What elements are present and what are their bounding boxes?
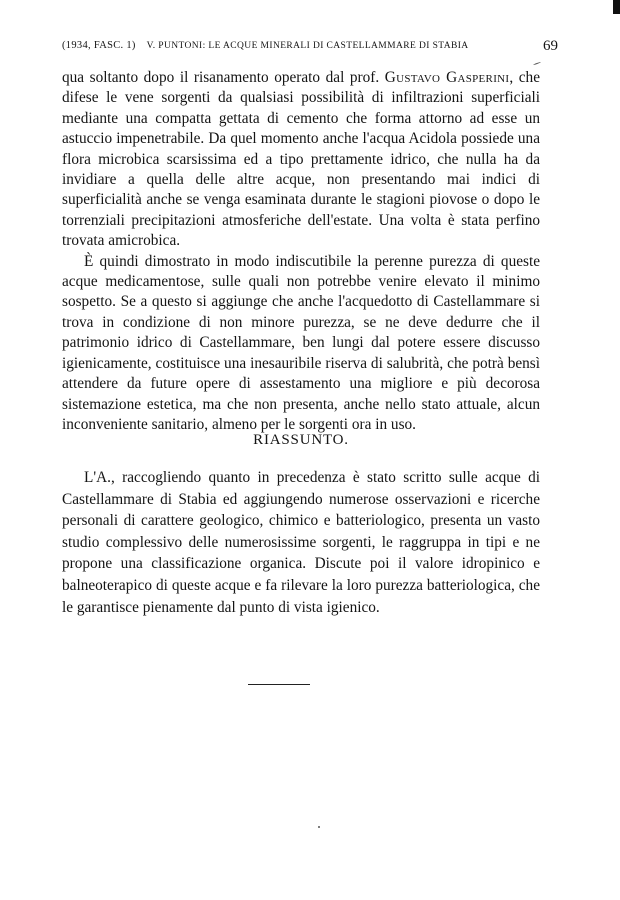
paragraph-2: È quindi dimostrato in modo indiscutibile la perenne purezza di queste acque medicamentose, sulle quali non potrebbe venire elevato il minimo sospetto. Se a questo si aggiunge che anche l'acquedotto di Castellammare si trova in condizione di non minore purezza, se ne deve dedurre che il patrimonio idrico di Castellammare, ben lungi dal potere essere discusso igienicamente, costituisce una inesauribile riserva di salubrità, che potrà bensì attendere da future opere di assestamento una migliore e più decorosa sistemazione estetica, ma che non presenta, anche nello stato attuale, alcun inconveniente sanitario, almeno per le sorgenti ora in uso. (62, 252, 540, 433)
summary-section (62, 467, 540, 618)
header-article-title: V. PUNTONI: LE ACQUE MINERALI DI CASTELLAMMARE DI STABIA (146, 41, 469, 51)
scan-corner-mark (613, 0, 620, 14)
header-issue-info: (1934, FASC. 1) (62, 40, 136, 51)
closing-rule (248, 684, 310, 685)
scan-speck (318, 826, 320, 828)
page-number: 69 (543, 38, 558, 54)
author-name: Gustavo Gasperini (384, 69, 510, 86)
paragraph-1 (62, 68, 540, 252)
main-text (62, 68, 540, 435)
paragraph-1-start: qua soltanto dopo il risanamento operato dal prof. (62, 69, 385, 86)
summary-text: L'A., raccogliendo quanto in precedenza è stato scritto sulle acque di Castellammare di Stabia ed aggiungendo numerose osservazioni e ricerche personali di carattere geologico, chimico e batteriologico, presenta un vasto studio complessivo delle numerosissime sorgenti, le raggruppa in tipi e ne propone una classificazione organica. Discute poi il valore idropinico e balneoterapico di queste acque e fa rilevare la loro purezza batteriologica, che le garantisce pienamente dal punto di vista igienico. (62, 469, 540, 616)
running-header (62, 40, 540, 62)
paragraph-1-rest: , che difese le vene sorgenti da qualsiasi possibilità di infiltrazioni superficiali mediante una compatta gettata di cemento che forma attorno ad esse un astuccio impenetrabile. Da quel momento anche l'acqua Acidola possiede una flora microbica scarsissima ed a tipo prettamente idrico, che nulla ha da invidiare a quella delle altre acque, non presentando mai indici di superficialità anche se venga esaminata durante le stagioni piovose o dopo le torrenziali precipitazioni atmosferiche dell'estate. Una volta è stata perfino trovata amicrobica. (62, 69, 540, 250)
scan-speck (533, 62, 541, 66)
summary-heading: RIASSUNTO. (253, 432, 349, 448)
